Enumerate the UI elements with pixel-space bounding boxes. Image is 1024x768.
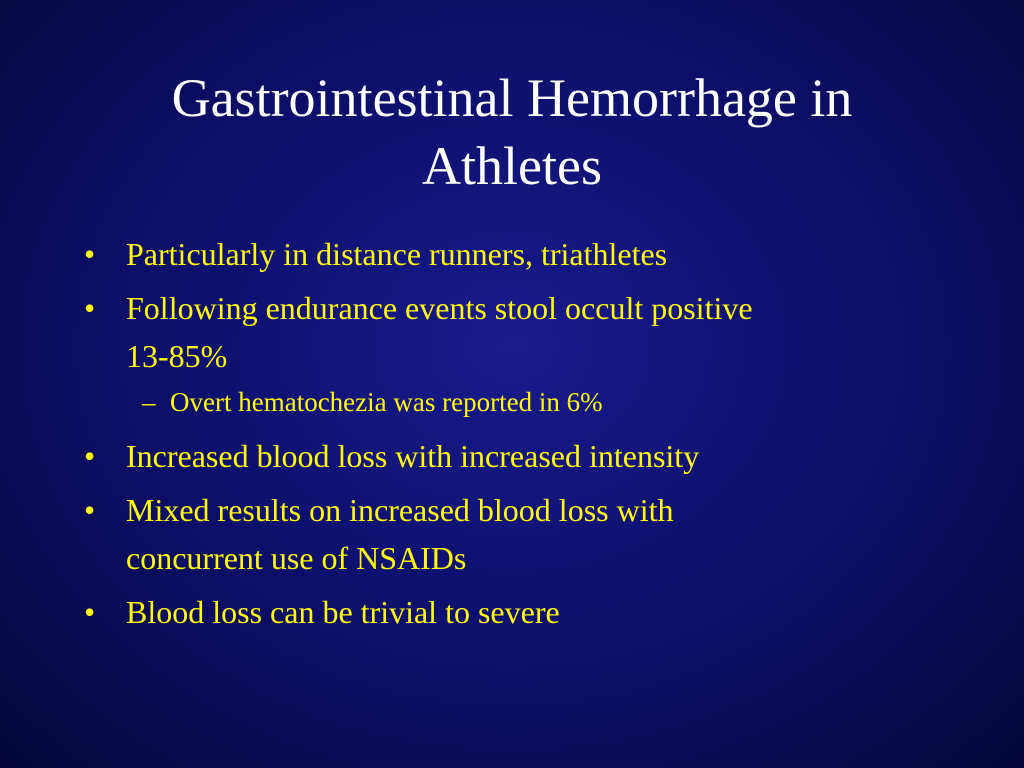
dash-icon: – [142,387,156,417]
bullet-item-intensity [84,432,944,480]
bullet-text: Mixed results on increased blood loss with [126,492,674,528]
bullet-item-nsaids [84,486,944,582]
bullet-item-distance-runners [84,230,944,278]
bullet-text-continued: 13-85% [126,338,228,374]
bullet-text: Blood loss can be trivial to severe [126,594,560,630]
bullet-item-severity [84,588,944,636]
sub-bullet-item-hematochezia [84,382,944,422]
bullet-item-stool-occult [84,284,944,380]
bullet-text: Following endurance events stool occult positive [126,290,753,326]
slide-body [84,230,944,642]
bullet-icon: • [84,290,96,326]
slide-title [60,64,964,200]
slide-title-line-2: Athletes [422,136,602,196]
bullet-icon: • [84,438,96,474]
bullet-text: Particularly in distance runners, triathletes [126,236,668,272]
bullet-icon: • [84,492,96,528]
sub-bullet-text: Overt hematochezia was reported in 6% [170,387,603,417]
bullet-icon: • [84,594,96,630]
bullet-text-continued: concurrent use of NSAIDs [126,540,467,576]
bullet-text: Increased blood loss with increased intensity [126,438,700,474]
bullet-icon: • [84,236,96,272]
slide-title-line-1: Gastrointestinal Hemorrhage in [171,68,853,128]
